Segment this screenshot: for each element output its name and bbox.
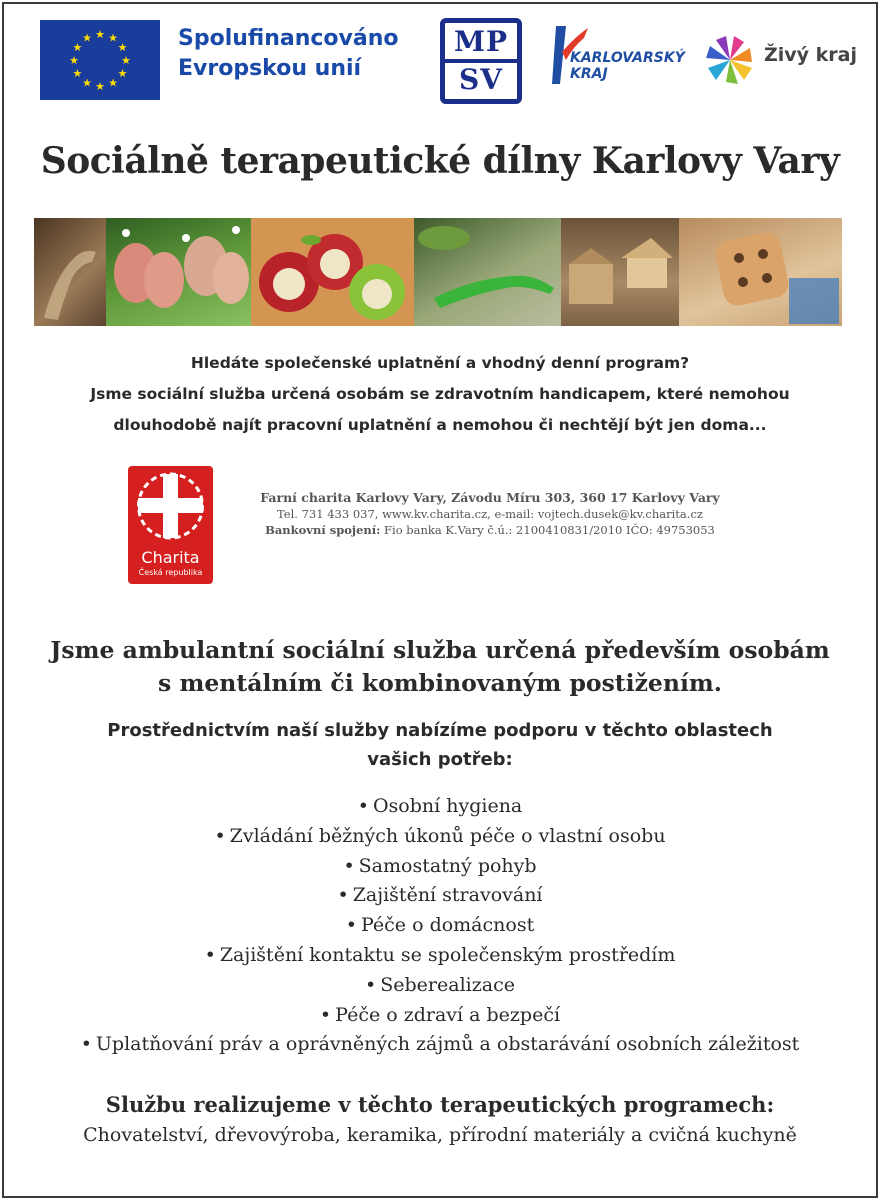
butterflies-photo <box>106 218 251 326</box>
eu-text-line1: Spolufinancováno <box>178 26 399 51</box>
contact-info <box>230 490 750 538</box>
eu-star-icon: ★ <box>117 41 128 54</box>
intro-line1: Hledáte společenské uplatnění a vhodný denní program? <box>190 354 690 372</box>
intro-text <box>0 348 880 441</box>
eu-star-icon: ★ <box>82 31 92 45</box>
list-item: • Péče o zdraví a bezpečí <box>0 1001 880 1031</box>
mpsv-logo <box>440 18 522 104</box>
support-areas-heading <box>0 716 880 774</box>
intro-line3: dlouhodobě najít pracovní uplatnění a nemohou či nechtějí být jen doma... <box>113 416 767 434</box>
eu-text-line2: Evropskou unií <box>178 56 362 81</box>
eu-stars-icon <box>40 20 160 100</box>
page-title: Sociálně terapeutické dílny Karlovy Vary <box>40 140 840 182</box>
eu-cofinancing-text <box>178 24 399 84</box>
eu-star-icon: ★ <box>108 76 118 90</box>
kraj-text <box>570 50 685 82</box>
charita-cross-icon <box>128 466 213 548</box>
eu-star-icon: ★ <box>95 80 105 93</box>
eu-star-icon: ★ <box>72 41 83 54</box>
eu-star-icon: ★ <box>95 28 105 41</box>
support-heading-line1: Prostřednictvím naší služby nabízíme podporu v těchto oblastech <box>107 720 773 741</box>
karlovarsky-kraj-logo <box>548 22 693 92</box>
contact-bank-value: Fio banka K.Vary č.ú.: 2100410831/2010 IČO: 49753053 <box>380 523 715 537</box>
service-heading-line2: s mentálním či kombinovaným postižením. <box>158 669 722 697</box>
list-item: • Zvládání běžných úkonů péče o vlastní osobu <box>0 822 880 852</box>
list-item: • Zajištění stravování <box>0 881 880 911</box>
list-item: • Zajištění kontaktu se společenským prostředím <box>0 941 880 971</box>
eu-star-icon: ★ <box>72 67 83 80</box>
service-description-heading <box>0 634 880 700</box>
contact-bank <box>230 522 750 538</box>
lizard-photo <box>34 218 106 326</box>
list-item: • Seberealizace <box>0 971 880 1001</box>
eu-star-icon: ★ <box>82 76 92 90</box>
kraj-text-line1: KARLOVARSKÝ <box>570 50 685 66</box>
support-areas-list <box>0 792 880 1060</box>
dice-photo <box>679 218 842 326</box>
zivy-kraj-logo <box>700 30 860 90</box>
eu-star-icon: ★ <box>108 31 118 45</box>
list-item: • Uplatňování práv a oprávněných zájmů a obstarávání osobních záležitost <box>0 1030 880 1060</box>
list-item: • Péče o domácnost <box>0 911 880 941</box>
programs-heading: Službu realizujeme v těchto terapeutických programech: <box>105 1092 775 1117</box>
charita-logo-subtitle: Česká republika <box>138 568 203 577</box>
mpsv-bottom-text: SV <box>459 63 503 96</box>
list-item: • Samostatný pohyb <box>0 852 880 882</box>
intro-line2: Jsme sociální služba určená osobám se zdravotním handicapem, které nemohou <box>90 385 790 403</box>
eu-star-icon: ★ <box>121 54 131 67</box>
contact-phone-web-email: Tel. 731 433 037, www.kv.charita.cz, e-mail: vojtech.dusek@kv.charita.cz <box>277 507 703 521</box>
support-heading-line2: vašich potřeb: <box>367 749 513 770</box>
zivy-kraj-text: Živý kraj <box>764 44 858 66</box>
photo-strip <box>34 218 842 326</box>
kraj-text-line2: KRAJ <box>570 66 608 82</box>
programs-text: Chovatelství, dřevovýroba, keramika, přírodní materiály a cvičná kuchyně <box>83 1124 797 1146</box>
eu-star-icon: ★ <box>69 54 79 67</box>
contact-bank-label: Bankovní spojení: <box>265 523 381 537</box>
eu-star-icon: ★ <box>117 67 128 80</box>
service-heading-line1: Jsme ambulantní sociální služba určená především osobám <box>50 636 830 664</box>
eu-flag-logo <box>40 20 160 100</box>
pinwheel-icon <box>700 30 760 90</box>
charita-logo-name: Charita <box>141 548 200 567</box>
wooden-items-photo <box>561 218 679 326</box>
apples-photo <box>251 218 414 326</box>
list-item: • Osobní hygiena <box>0 792 880 822</box>
gecko-photo <box>414 218 561 326</box>
contact-address: Farní charita Karlovy Vary, Závodu Míru 303, 360 17 Karlovy Vary <box>260 490 720 505</box>
charita-logo <box>128 466 213 584</box>
mpsv-top-text: MP <box>453 25 509 58</box>
